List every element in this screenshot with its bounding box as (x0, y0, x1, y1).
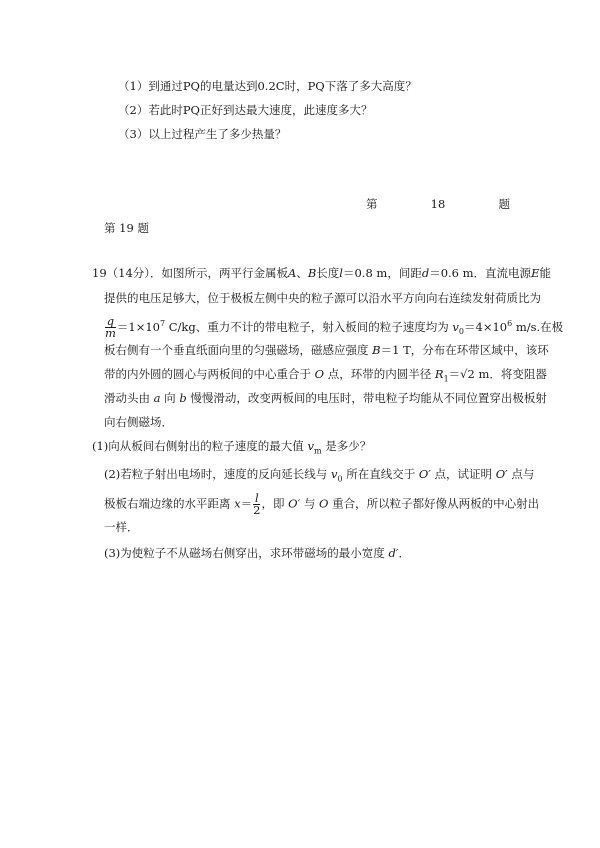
problem19-line2: 提供的电压足够大，位于极板左侧中央的粒子源可以沿水平方向向右连续发射荷质比为 (104, 291, 541, 305)
subquestion-3: (3)为使粒子不从磁场右侧穿出，求环带磁场的最小宽度 d′． (104, 546, 410, 560)
subquestion-2-line2: 极板右端边缘的水平距离 x＝ $\frac{l}{2}$ ，即 O′ 与 O 重合，所以粒子都好像从两板的中心射出 (104, 491, 540, 517)
half-length-fraction: $\frac{l}{2}$ (253, 491, 261, 517)
charge-mass-fraction: $\frac{q}{m}$ (105, 314, 116, 341)
problem19-line4: 板右侧有一个垂直纸面向里的匀强磁场，磁感应强度 B＝1 T，分布在环带区域中，该环 (104, 343, 549, 357)
subquestion-2-line3: 一样． (104, 520, 139, 534)
question-2: （2）若此时PQ正好到达最大速度，此速度多大？ (118, 103, 373, 117)
subquestion-2-line1: (2)若粒子射出电场时，速度的反向延长线与 $v_0$ 所在直线交于 O′ 点，试证明 O′ 点与 (104, 467, 535, 484)
figure-19-caption: 第 19 题 (104, 221, 149, 235)
problem19-line5: 带的内外圆的圆心与两板间的中心重合于 O 点，环带的内圆半径 $R_1=√2$ m．将变阻器 (104, 367, 547, 384)
problem19-line1: 19（14分）．如图所示，两平行金属板 A 、 B 长度 l ＝0.8 m，间距 d ＝0.6 m．直流电源 E 能 (92, 266, 551, 280)
figure-18-caption: 第 18 题 (366, 197, 510, 211)
problem19-line6: 滑动头由 a 向 b 慢慢滑动，改变两板间的电压时，带电粒子均能从不同位置穿出极板射 (104, 391, 547, 405)
problem19-line7: 向右侧磁场． (104, 415, 173, 429)
question-3: （3）以上过程产生了多少热量？ (118, 127, 287, 141)
question-1: （1）到通过PQ的电量达到0.2C时，PQ下落了多大高度？ (118, 79, 417, 93)
problem19-line3: $\frac{q}{m}$ $=1\times 10^7$ C/kg、重力不计的带电粒子，射入板间的粒子速度均为 $v_0=4\times 10^6$ m/s.在极 (105, 314, 564, 341)
subquestion-1: (1)向从板间右侧射出的粒子速度的最大值 $v_m$ 是多少？ (92, 439, 372, 456)
